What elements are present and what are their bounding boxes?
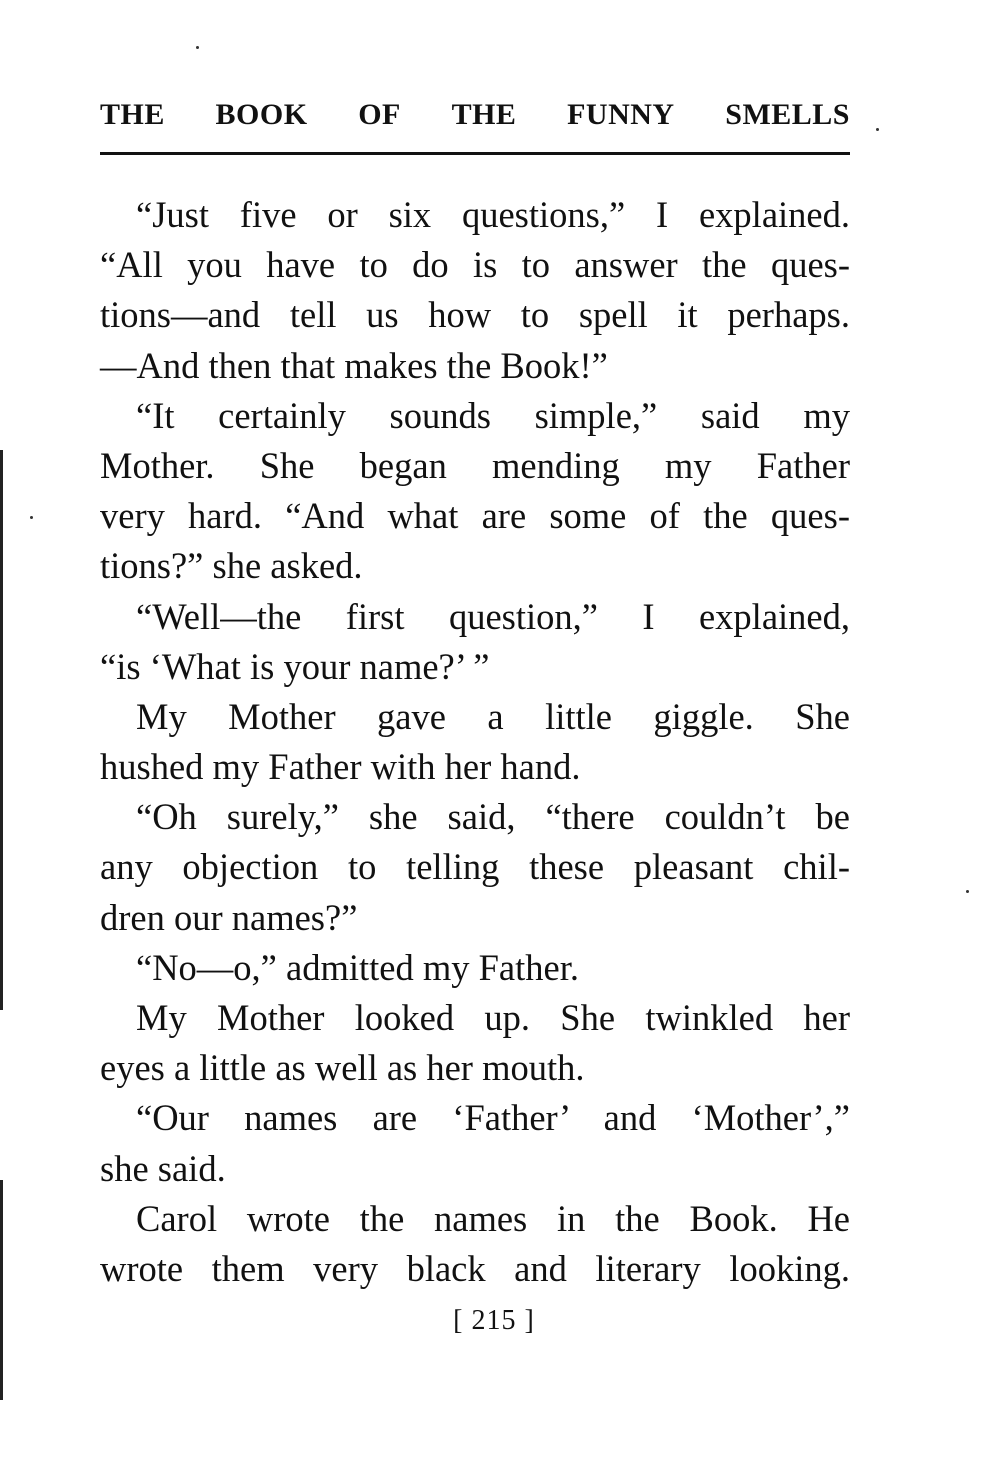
text-line: “It certainly sounds simple,” said my [136,394,850,436]
running-head-word: THE [100,98,165,131]
running-head-word: THE [451,98,517,131]
body-text [100,190,850,1294]
text-line: Mother. She began mending my Father [100,444,850,486]
text-line: tions—and tell us how to spell it perhaps. [100,294,850,336]
text-line: tions?” she asked. [100,545,363,587]
text-line: “Our names are ‘Father’ and ‘Mother’,” [136,1097,850,1139]
scan-speck [196,46,199,49]
text-line: Carol wrote the names in the Book. He [136,1197,850,1239]
header-rule [100,152,850,155]
running-head-word: SMELLS [725,98,850,131]
scan-speck [876,128,879,131]
running-head-word: BOOK [215,98,308,131]
running-head-word: FUNNY [567,98,675,131]
binding-edge-mark [0,1180,3,1400]
text-line: My Mother gave a little giggle. She [136,695,850,737]
text-line: eyes a little as well as her mouth. [100,1047,585,1089]
running-head [100,98,850,132]
text-line: dren our names?” [100,896,358,938]
text-line: hushed my Father with her hand. [100,746,581,788]
text-line: she said. [100,1147,226,1189]
scan-speck [30,516,33,519]
scan-speck [966,890,969,893]
text-line: “No—o,” admitted my Father. [136,946,579,988]
text-line: very hard. “And what are some of the ques- [100,495,850,537]
text-line: “Just five or six questions,” I explained. [136,194,850,235]
binding-edge-mark [0,450,3,1010]
text-line: “is ‘What is your name?’ ” [100,645,490,687]
text-line: “All you have to do is to answer the ques- [100,244,850,286]
page-number: [ 215 ] [453,1305,535,1336]
text-line: “Well—the first question,” I explained, [136,595,850,637]
text-line: —And then that makes the Book!” [100,344,608,386]
text-line: “Oh surely,” she said, “there couldn’t be [136,796,850,838]
text-line: wrote them very black and literary looking. [100,1247,850,1289]
text-line: any objection to telling these pleasant chil- [100,846,850,888]
text-line: My Mother looked up. She twinkled her [136,997,850,1038]
running-head-word: OF [358,98,401,131]
